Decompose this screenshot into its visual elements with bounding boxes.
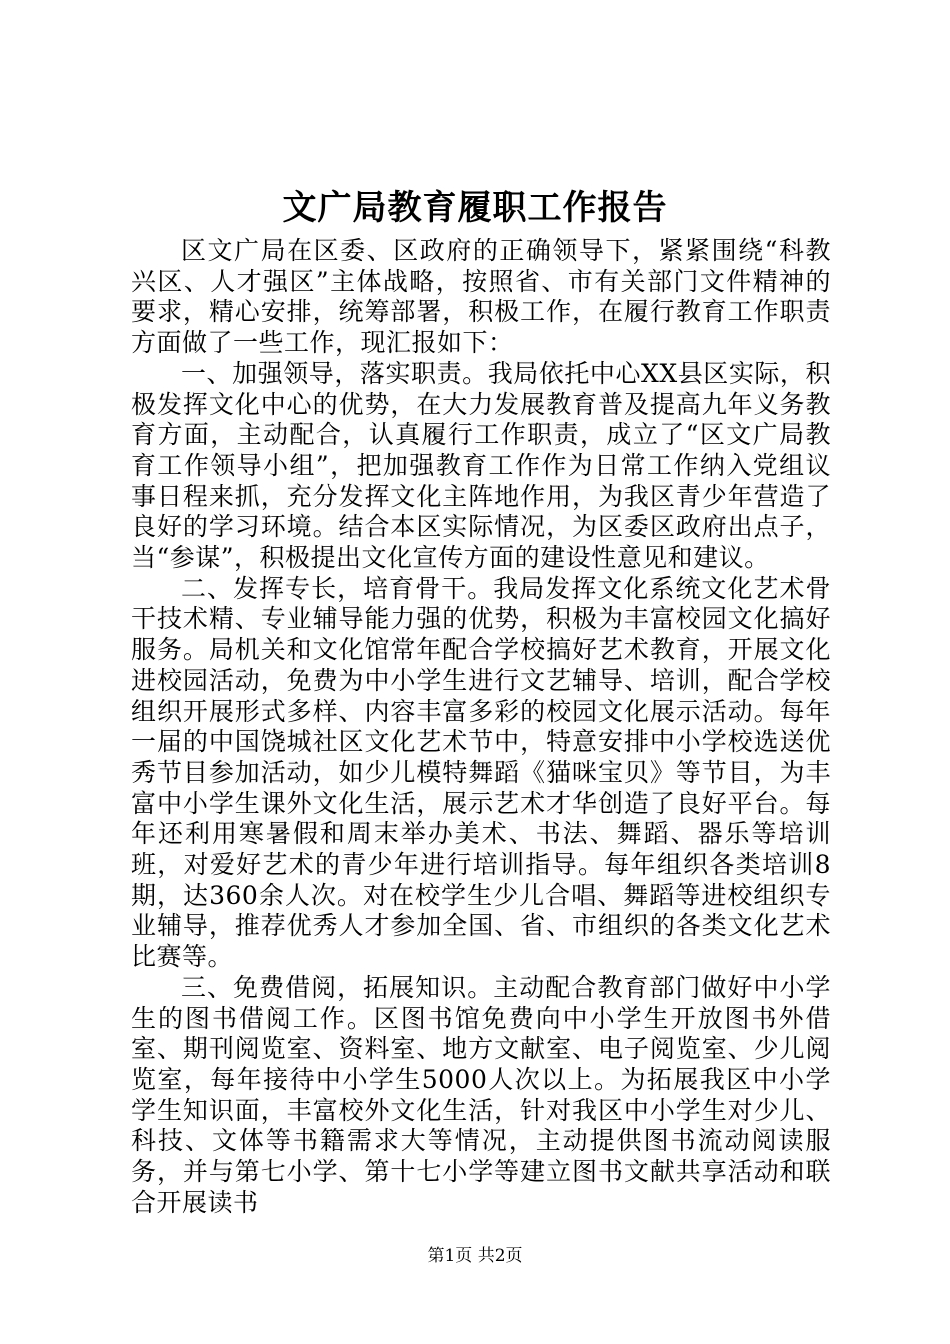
page-indicator: 第1页 共2页 xyxy=(427,1246,523,1266)
paragraph-section-3: 三、免费借阅，拓展知识。主动配合教育部门做好中小学生的图书借阅工作。区图书馆免费向中小学生开放图书外借室、期刊阅览室、资料室、地方文献室、电子阅览室、少儿阅览室，每年接待中小学生5000人次以上。为拓展我区中小学学生知识面，丰富校外文化生活，针对我区中小学生对少儿、科技、文体等书籍需求大等情况，主动提供图书流动阅读服务，并与第七小学、第十七小学等建立图书文献共享活动和联合开展读书 xyxy=(131,972,831,1217)
document-body xyxy=(131,236,831,1219)
document-title: 文广局教育履职工作报告 xyxy=(282,188,668,228)
paragraph-section-2: 二、发挥专长，培育骨干。我局发挥文化系统文化艺术骨干技术精、专业辅导能力强的优势，积极为丰富校园文化搞好服务。局机关和文化馆常年配合学校搞好艺术教育，开展文化进校园活动，免费为中小学生进行文艺辅导、培训，配合学校组织开展形式多样、内容丰富多彩的校园文化展示活动。每年一届的中国饶城社区文化艺术节中，特意安排中小学校选送优秀节目参加活动，如少儿模特舞蹈《猫咪宝贝》等节目，为丰富中小学生课外文化生活，展示艺术才华创造了良好平台。每年还利用寒暑假和周末举办美术、书法、舞蹈、器乐等培训班，对爱好艺术的青少年进行培训指导。每年组织各类培训8期，达360余人次。对在校学生少儿合唱、舞蹈等进校组织专业辅导，推荐优秀人才参加全国、省、市组织的各类文化艺术比赛等。 xyxy=(131,573,831,972)
paragraph-intro: 区文广局在区委、区政府的正确领导下，紧紧围绕“科教兴区、人才强区”主体战略，按照省、市有关部门文件精神的要求，精心安排，统筹部署，积极工作，在履行教育工作职责方面做了一些工作，现汇报如下： xyxy=(131,236,831,358)
paragraph-section-1: 一、加强领导，落实职责。我局依托中心XX县区实际，积极发挥文化中心的优势，在大力发展教育普及提高九年义务教育方面，主动配合，认真履行工作职责，成立了“区文广局教育工作领导小组”，把加强教育工作作为日常工作纳入党组议事日程来抓，充分发挥文化主阵地作用，为我区青少年营造了良好的学习环境。结合本区实际情况，为区委区政府出点子，当“参谋”，积极提出文化宣传方面的建设性意见和建议。 xyxy=(131,358,831,573)
